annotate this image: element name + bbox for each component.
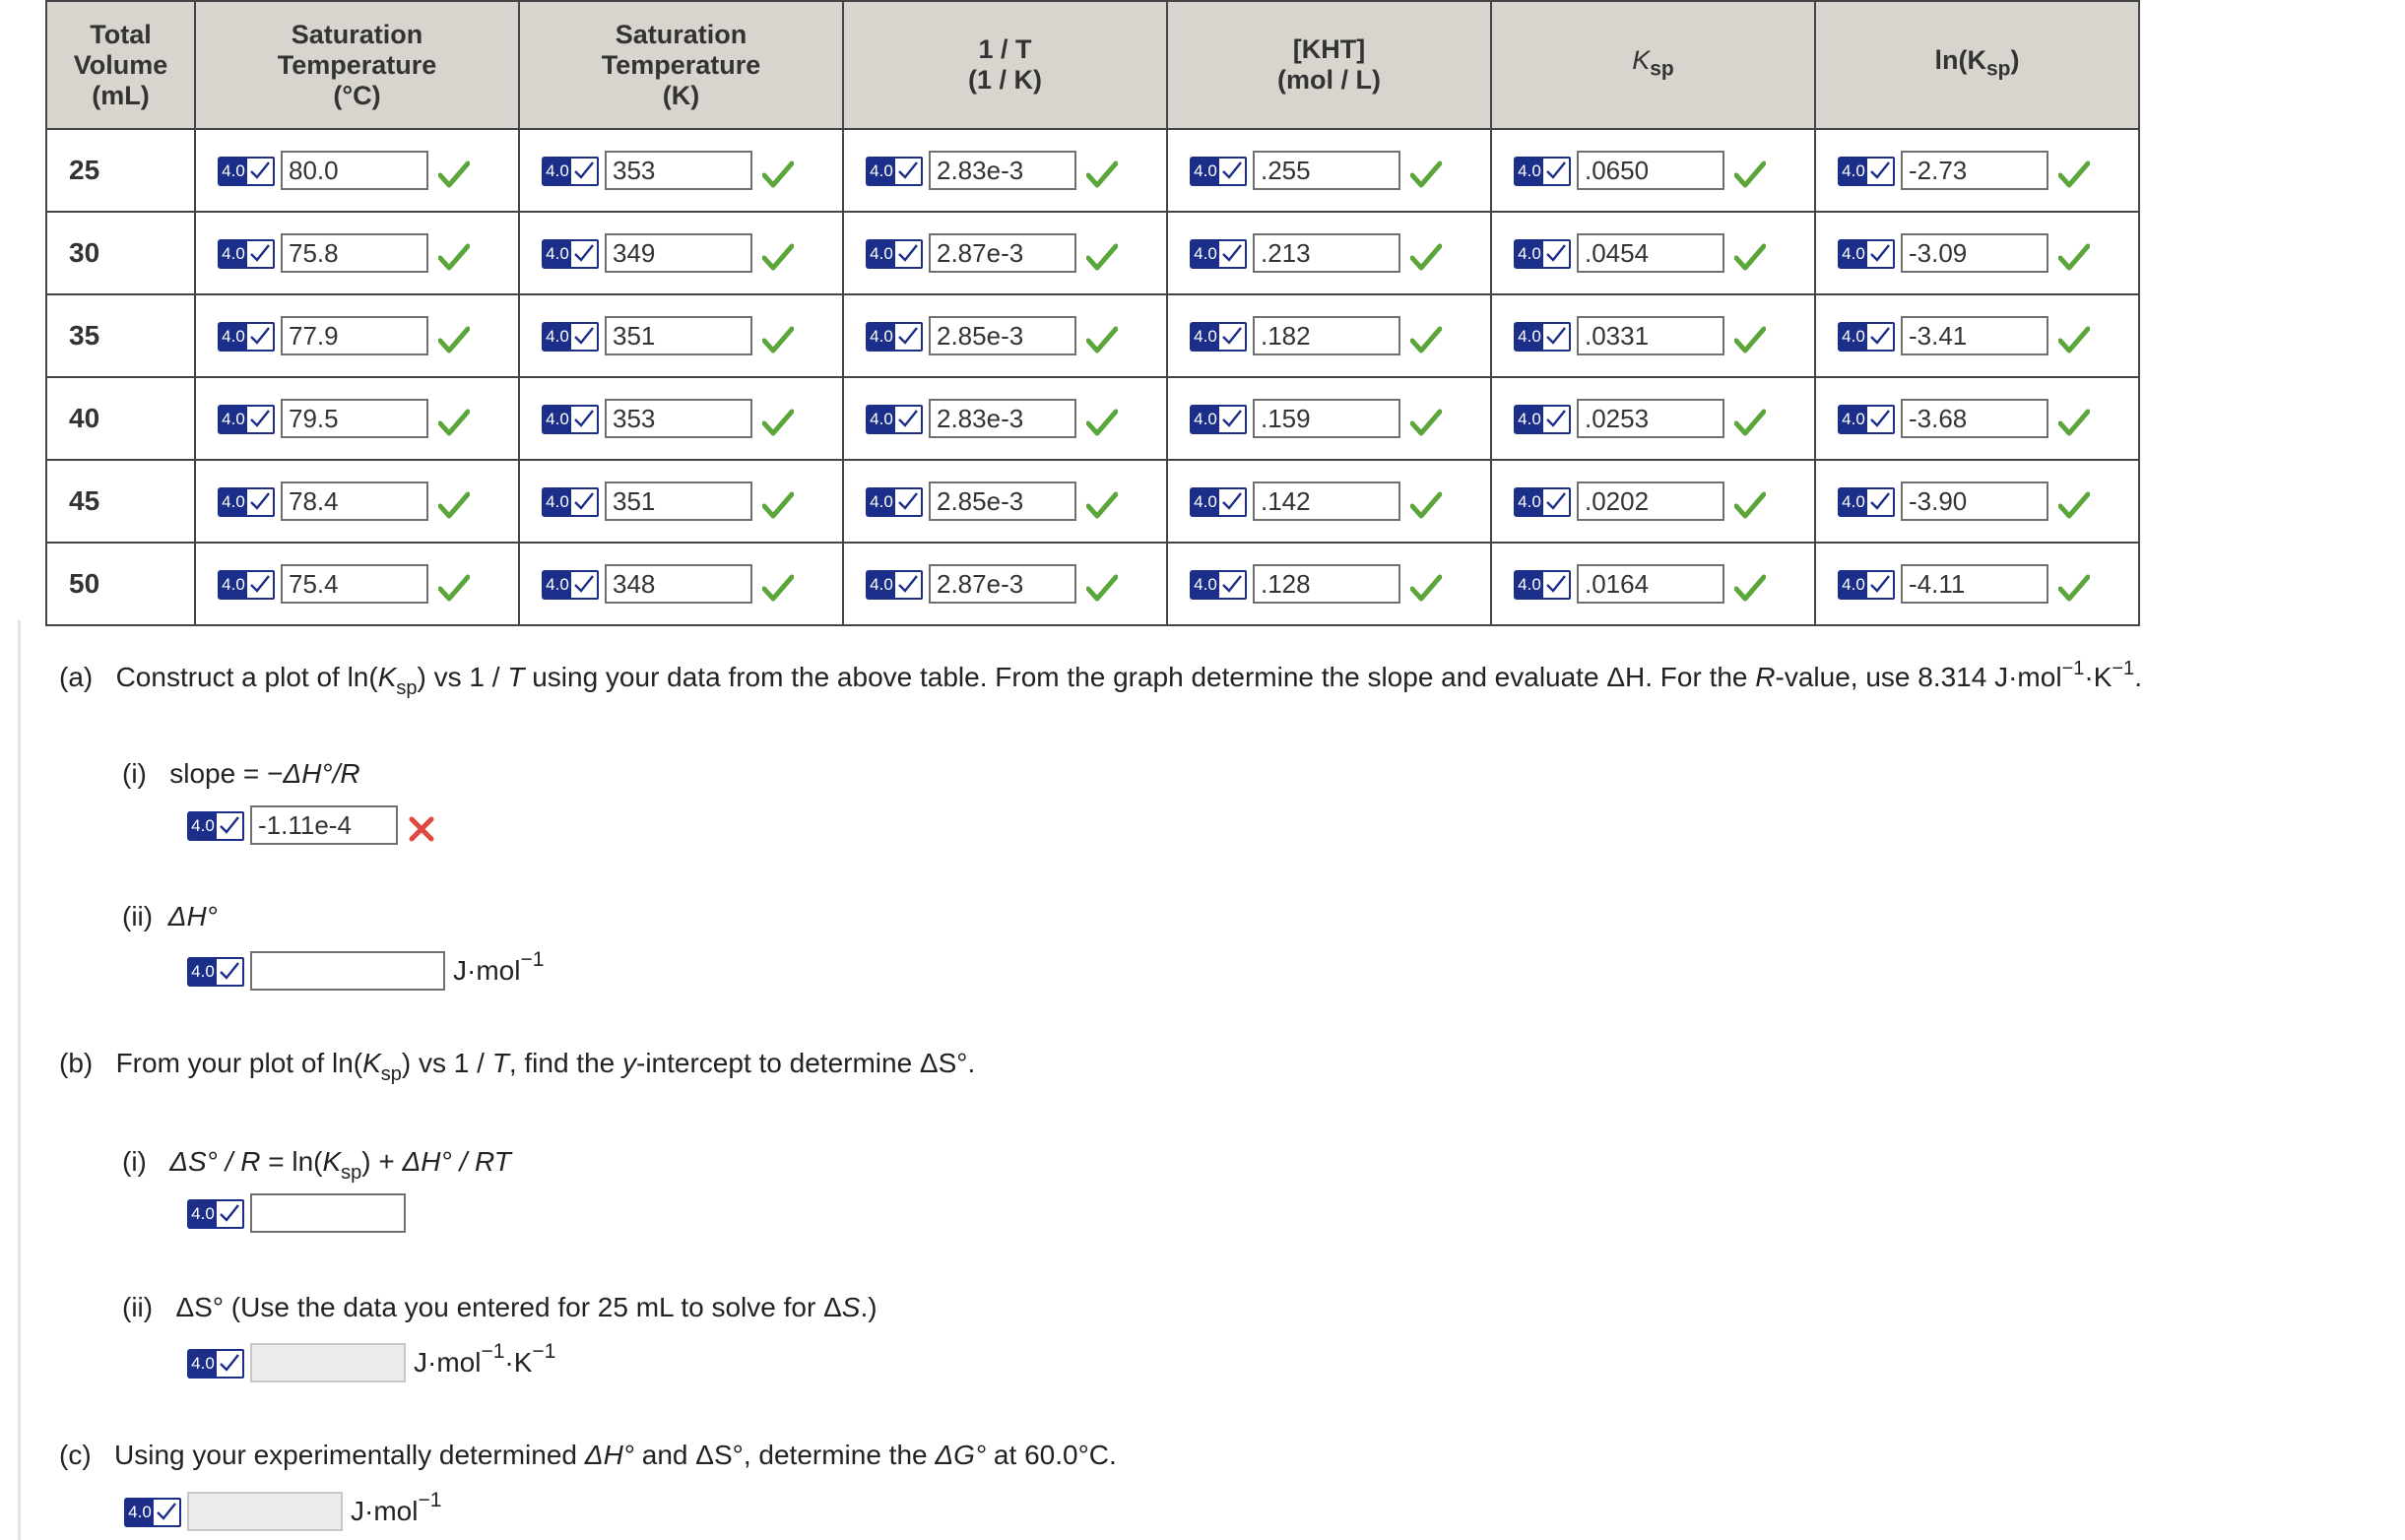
correct-check-icon — [1734, 160, 1766, 188]
part-b-ii-label: (ii) ΔS° (Use the data you entered for 25 mL to solve for ΔS.) — [122, 1292, 878, 1322]
correct-check-icon — [2058, 574, 2090, 602]
ln-ksp-cell — [1815, 377, 2139, 460]
ksp-cell — [1491, 212, 1815, 294]
correct-check-icon — [438, 574, 470, 602]
kht-input[interactable]: .128 — [1253, 564, 1400, 604]
score-badge: 4.0 — [1188, 155, 1249, 186]
delta-h-unit: J·mol$^{-1}$ — [453, 948, 545, 986]
correct-check-icon — [2058, 326, 2090, 353]
score-badge: 4.0 — [185, 1197, 246, 1229]
temp-k-input[interactable]: 351 — [605, 316, 752, 355]
score-badge: 4.0 — [864, 403, 925, 434]
table-row — [46, 212, 2139, 294]
header-kht: [KHT] (mol / L) — [1167, 1, 1491, 129]
volume-cell: 40 — [46, 377, 195, 460]
kht-cell — [1167, 377, 1491, 460]
inverse-t-input[interactable]: 2.83e-3 — [929, 399, 1076, 438]
header-ksp: $K_{sp}$ — [1491, 1, 1815, 129]
score-badge: 4.0 — [540, 320, 601, 352]
table-row — [46, 294, 2139, 377]
delta-g-input[interactable] — [187, 1492, 343, 1531]
correct-check-icon — [762, 243, 794, 271]
correct-check-icon — [1734, 574, 1766, 602]
score-badge: 4.0 — [540, 485, 601, 517]
correct-check-icon — [762, 326, 794, 353]
ksp-input[interactable]: .0454 — [1577, 233, 1724, 273]
part-b-i-answer-row — [185, 1193, 406, 1233]
temp-k-input[interactable]: 353 — [605, 399, 752, 438]
part-a-ii-answer-row — [185, 948, 545, 991]
correct-check-icon — [1086, 326, 1118, 353]
correct-check-icon — [762, 574, 794, 602]
table-row — [46, 129, 2139, 212]
correct-check-icon — [1086, 491, 1118, 519]
header-saturation-temp-k: Saturation Temperature (K) — [519, 1, 843, 129]
score-badge: 4.0 — [1512, 568, 1573, 600]
temp-c-input[interactable]: 75.4 — [281, 564, 428, 604]
score-badge: 4.0 — [864, 320, 925, 352]
ln-ksp-input[interactable]: -3.41 — [1901, 316, 2048, 355]
part-b-ii-answer-row — [185, 1340, 556, 1382]
correct-check-icon — [1734, 491, 1766, 519]
correct-check-icon — [1734, 409, 1766, 436]
volume-cell: 50 — [46, 543, 195, 625]
inverse-t-cell — [843, 543, 1167, 625]
part-c-answer-row — [122, 1489, 442, 1531]
score-badge: 4.0 — [1512, 485, 1573, 517]
ln-ksp-cell — [1815, 294, 2139, 377]
score-badge: 4.0 — [864, 155, 925, 186]
ln-ksp-input[interactable]: -4.11 — [1901, 564, 2048, 604]
kht-cell — [1167, 212, 1491, 294]
inverse-t-input[interactable]: 2.87e-3 — [929, 564, 1076, 604]
score-badge: 4.0 — [1836, 485, 1897, 517]
correct-check-icon — [438, 243, 470, 271]
score-badge: 4.0 — [1512, 237, 1573, 269]
score-badge: 4.0 — [185, 955, 246, 987]
kht-input[interactable]: .142 — [1253, 481, 1400, 521]
kht-input[interactable]: .159 — [1253, 399, 1400, 438]
correct-check-icon — [438, 491, 470, 519]
header-ln-ksp: $\ln(K_{sp})$ — [1815, 1, 2139, 129]
correct-check-icon — [438, 326, 470, 353]
inverse-t-cell — [843, 294, 1167, 377]
score-badge: 4.0 — [1836, 237, 1897, 269]
temp-k-cell — [519, 377, 843, 460]
score-badge: 4.0 — [1836, 568, 1897, 600]
score-badge: 4.0 — [1836, 320, 1897, 352]
kht-input[interactable]: .182 — [1253, 316, 1400, 355]
correct-check-icon — [1734, 326, 1766, 353]
correct-check-icon — [2058, 409, 2090, 436]
correct-check-icon — [2058, 160, 2090, 188]
score-badge: 4.0 — [540, 237, 601, 269]
temp-k-cell — [519, 294, 843, 377]
slope-input[interactable]: -1.11e-4 — [250, 805, 398, 845]
correct-check-icon — [1410, 491, 1442, 519]
table-row — [46, 377, 2139, 460]
temp-c-input[interactable]: 80.0 — [281, 151, 428, 190]
inverse-t-cell — [843, 460, 1167, 543]
temp-k-cell — [519, 212, 843, 294]
part-b-question: (b) From your plot of $\ln(K_{sp})$ vs 1 / T, find the y-intercept to determine ΔS°. — [59, 1048, 976, 1085]
score-badge: 4.0 — [216, 568, 277, 600]
part-c-question: (c) Using your experimentally determined ΔH° and ΔS°, determine the ΔG° at 60.0°C. — [59, 1440, 1117, 1470]
ln-ksp-input[interactable]: -2.73 — [1901, 151, 2048, 190]
inverse-t-input[interactable]: 2.87e-3 — [929, 233, 1076, 273]
ln-ksp-input[interactable]: -3.68 — [1901, 399, 2048, 438]
score-badge: 4.0 — [1188, 403, 1249, 434]
part-b-i-label: (i) $\Delta S^\circ / R = \ln(K_{sp}) + \Delta H^\circ$ / RT — [122, 1146, 511, 1184]
score-badge: 4.0 — [216, 485, 277, 517]
data-table — [45, 0, 2140, 626]
volume-cell: 25 — [46, 129, 195, 212]
temp-k-cell — [519, 460, 843, 543]
ln-ksp-input[interactable]: -3.90 — [1901, 481, 2048, 521]
inverse-t-input[interactable]: 2.83e-3 — [929, 151, 1076, 190]
ksp-cell — [1491, 543, 1815, 625]
temp-k-cell — [519, 543, 843, 625]
part-a-ii-label: (ii) ΔH° — [122, 901, 218, 931]
score-badge: 4.0 — [864, 485, 925, 517]
score-badge: 4.0 — [1836, 403, 1897, 434]
kht-cell — [1167, 460, 1491, 543]
temp-c-cell — [195, 129, 519, 212]
correct-check-icon — [2058, 243, 2090, 271]
score-badge: 4.0 — [864, 237, 925, 269]
score-badge: 4.0 — [1836, 155, 1897, 186]
temp-k-cell — [519, 129, 843, 212]
score-badge: 4.0 — [540, 403, 601, 434]
delta-s-input[interactable] — [250, 1343, 406, 1382]
temp-c-cell — [195, 543, 519, 625]
score-badge: 4.0 — [185, 809, 246, 841]
volume-cell: 30 — [46, 212, 195, 294]
table-row — [46, 543, 2139, 625]
temp-c-input[interactable]: 77.9 — [281, 316, 428, 355]
correct-check-icon — [1410, 409, 1442, 436]
kht-cell — [1167, 543, 1491, 625]
table-row — [46, 460, 2139, 543]
delta-s-unit: $J\cdot mol^{-1}\cdot K^{-1}$ — [414, 1340, 556, 1378]
ksp-input[interactable]: .0331 — [1577, 316, 1724, 355]
score-badge: 4.0 — [216, 155, 277, 186]
volume-cell: 35 — [46, 294, 195, 377]
score-badge: 4.0 — [1188, 568, 1249, 600]
correct-check-icon — [2058, 491, 2090, 519]
delta-s-over-r-input[interactable] — [250, 1193, 406, 1233]
correct-check-icon — [1410, 243, 1442, 271]
score-badge: 4.0 — [216, 237, 277, 269]
correct-check-icon — [438, 160, 470, 188]
volume-cell: 45 — [46, 460, 195, 543]
score-badge: 4.0 — [540, 155, 601, 186]
kht-cell — [1167, 129, 1491, 212]
ksp-input[interactable]: .0253 — [1577, 399, 1724, 438]
part-a-i-label: (i) slope = −ΔH°/R — [122, 758, 360, 789]
part-a-question: (a) Construct a plot of $\ln(K_{sp})$ vs 1 / T using your data from the above table. From the graph determine the slope and evaluate ΔH. For the R-value, use 8.314 $J\cdot mol^{-1}\cdot K^{-1}$. — [59, 658, 2142, 699]
score-badge: 4.0 — [1188, 237, 1249, 269]
temp-c-cell — [195, 460, 519, 543]
inverse-t-input[interactable]: 2.85e-3 — [929, 316, 1076, 355]
header-inverse-t: 1 / T (1 / K) — [843, 1, 1167, 129]
part-a-i-answer-row — [185, 805, 435, 845]
temp-k-input[interactable]: 353 — [605, 151, 752, 190]
correct-check-icon — [1086, 160, 1118, 188]
delta-h-input[interactable] — [250, 951, 445, 991]
correct-check-icon — [1410, 574, 1442, 602]
inverse-t-cell — [843, 129, 1167, 212]
correct-check-icon — [1086, 409, 1118, 436]
header-saturation-temp-c: Saturation Temperature (°C) — [195, 1, 519, 129]
temp-c-cell — [195, 377, 519, 460]
kht-input[interactable]: .255 — [1253, 151, 1400, 190]
score-badge: 4.0 — [185, 1347, 246, 1379]
correct-check-icon — [762, 409, 794, 436]
ksp-cell — [1491, 129, 1815, 212]
score-badge: 4.0 — [1512, 155, 1573, 186]
score-badge: 4.0 — [1512, 403, 1573, 434]
correct-check-icon — [762, 491, 794, 519]
temp-k-input[interactable]: 348 — [605, 564, 752, 604]
correct-check-icon — [762, 160, 794, 188]
score-badge: 4.0 — [864, 568, 925, 600]
ksp-cell — [1491, 377, 1815, 460]
temp-c-cell — [195, 212, 519, 294]
correct-check-icon — [1086, 574, 1118, 602]
ln-ksp-cell — [1815, 129, 2139, 212]
ksp-cell — [1491, 460, 1815, 543]
score-badge: 4.0 — [1188, 485, 1249, 517]
ln-ksp-cell — [1815, 543, 2139, 625]
kht-cell — [1167, 294, 1491, 377]
ln-ksp-cell — [1815, 212, 2139, 294]
temp-c-input[interactable]: 75.8 — [281, 233, 428, 273]
left-border-line — [18, 620, 21, 1540]
incorrect-x-icon — [408, 815, 435, 843]
delta-g-unit: J·mol$^{-1}$ — [351, 1489, 442, 1526]
ksp-input[interactable]: .0202 — [1577, 481, 1724, 521]
score-badge: 4.0 — [540, 568, 601, 600]
temp-c-cell — [195, 294, 519, 377]
table-body — [46, 129, 2139, 625]
temp-c-input[interactable]: 78.4 — [281, 481, 428, 521]
inverse-t-cell — [843, 212, 1167, 294]
score-badge: 4.0 — [216, 403, 277, 434]
score-badge: 4.0 — [1188, 320, 1249, 352]
correct-check-icon — [438, 409, 470, 436]
temp-c-input[interactable]: 79.5 — [281, 399, 428, 438]
ksp-input[interactable]: .0650 — [1577, 151, 1724, 190]
inverse-t-input[interactable]: 2.85e-3 — [929, 481, 1076, 521]
kht-input[interactable]: .213 — [1253, 233, 1400, 273]
ksp-cell — [1491, 294, 1815, 377]
ln-ksp-input[interactable]: -3.09 — [1901, 233, 2048, 273]
score-badge: 4.0 — [1512, 320, 1573, 352]
temp-k-input[interactable]: 349 — [605, 233, 752, 273]
header-row — [46, 1, 2139, 129]
correct-check-icon — [1410, 160, 1442, 188]
score-badge: 4.0 — [216, 320, 277, 352]
correct-check-icon — [1410, 326, 1442, 353]
correct-check-icon — [1734, 243, 1766, 271]
header-total-volume: Total Volume (mL) — [46, 1, 195, 129]
ln-ksp-cell — [1815, 460, 2139, 543]
temp-k-input[interactable]: 351 — [605, 481, 752, 521]
inverse-t-cell — [843, 377, 1167, 460]
score-badge: 4.0 — [122, 1496, 183, 1527]
correct-check-icon — [1086, 243, 1118, 271]
ksp-input[interactable]: .0164 — [1577, 564, 1724, 604]
